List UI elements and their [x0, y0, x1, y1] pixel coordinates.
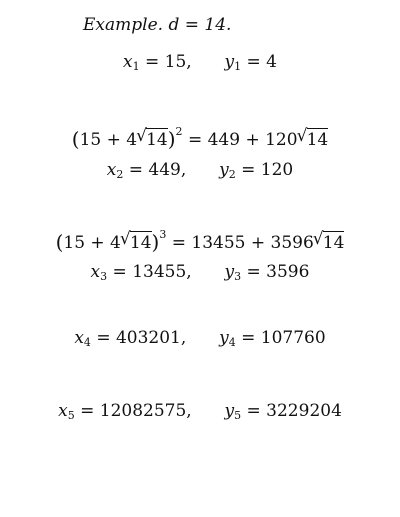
result-term: = 13455 + 3596	[171, 233, 314, 253]
y4-sub: 4	[228, 336, 236, 349]
result-sqrt-14: √ 14	[296, 126, 329, 150]
solution-2	[0, 160, 400, 185]
close-paren: )	[151, 230, 160, 254]
y4-value: = 107760	[241, 328, 326, 348]
y3-var: y	[224, 262, 235, 282]
y2-var: y	[219, 160, 229, 180]
x4-sub: 4	[83, 336, 91, 349]
x5-value: = 12082575,	[80, 401, 192, 421]
x3-sub: 3	[100, 270, 108, 283]
solution-4	[0, 328, 400, 353]
sqrt-14: √ 14	[136, 126, 168, 150]
result-sqrt-14: √ 14	[312, 229, 345, 253]
y5-value: = 3229204	[246, 401, 342, 421]
y5-sub: 5	[234, 409, 242, 422]
exponent: 2	[175, 125, 183, 138]
close-paren: )	[167, 127, 176, 151]
x1-value: = 15,	[145, 52, 192, 72]
solution-5	[0, 401, 400, 426]
open-paren: (	[71, 127, 80, 151]
y1-value: = 4	[246, 52, 277, 72]
result-radicand: 14	[306, 130, 329, 150]
y3-sub: 3	[234, 270, 242, 283]
example-heading	[83, 15, 231, 35]
x4-var: x	[74, 328, 84, 348]
y2-sub: 2	[228, 168, 236, 181]
y1-var: y	[224, 52, 235, 72]
x1-sub: 1	[132, 60, 140, 73]
x2-var: x	[106, 160, 117, 180]
power-3-equation	[0, 225, 400, 253]
example-label: Example.	[83, 15, 164, 35]
x5-var: x	[58, 401, 68, 421]
result-radicand: 14	[322, 233, 345, 253]
sqrt-14: √ 14	[119, 229, 152, 253]
result-term: = 449 + 120	[187, 130, 298, 150]
x2-sub: 2	[116, 168, 124, 181]
solution-1	[0, 52, 400, 77]
x4-value: = 403201,	[96, 328, 187, 348]
solution-3	[0, 262, 400, 287]
example-condition: d = 14.	[168, 15, 232, 35]
exponent: 3	[159, 228, 167, 241]
y2-value: = 120	[241, 160, 294, 180]
x2-value: = 449,	[128, 160, 187, 180]
y1-sub: 1	[234, 60, 242, 73]
open-paren: (	[55, 230, 64, 254]
base-term: 15 + 4	[79, 130, 138, 150]
y4-var: y	[219, 328, 229, 348]
radicand: 14	[129, 233, 152, 253]
y5-var: y	[224, 401, 235, 421]
x5-sub: 5	[67, 409, 75, 422]
x1-var: x	[123, 52, 133, 72]
radicand: 14	[146, 130, 168, 150]
y3-value: = 3596	[246, 262, 310, 282]
base-term: 15 + 4	[63, 233, 121, 253]
x3-var: x	[90, 262, 101, 282]
x3-value: = 13455,	[112, 262, 192, 282]
power-2-equation	[0, 122, 400, 150]
